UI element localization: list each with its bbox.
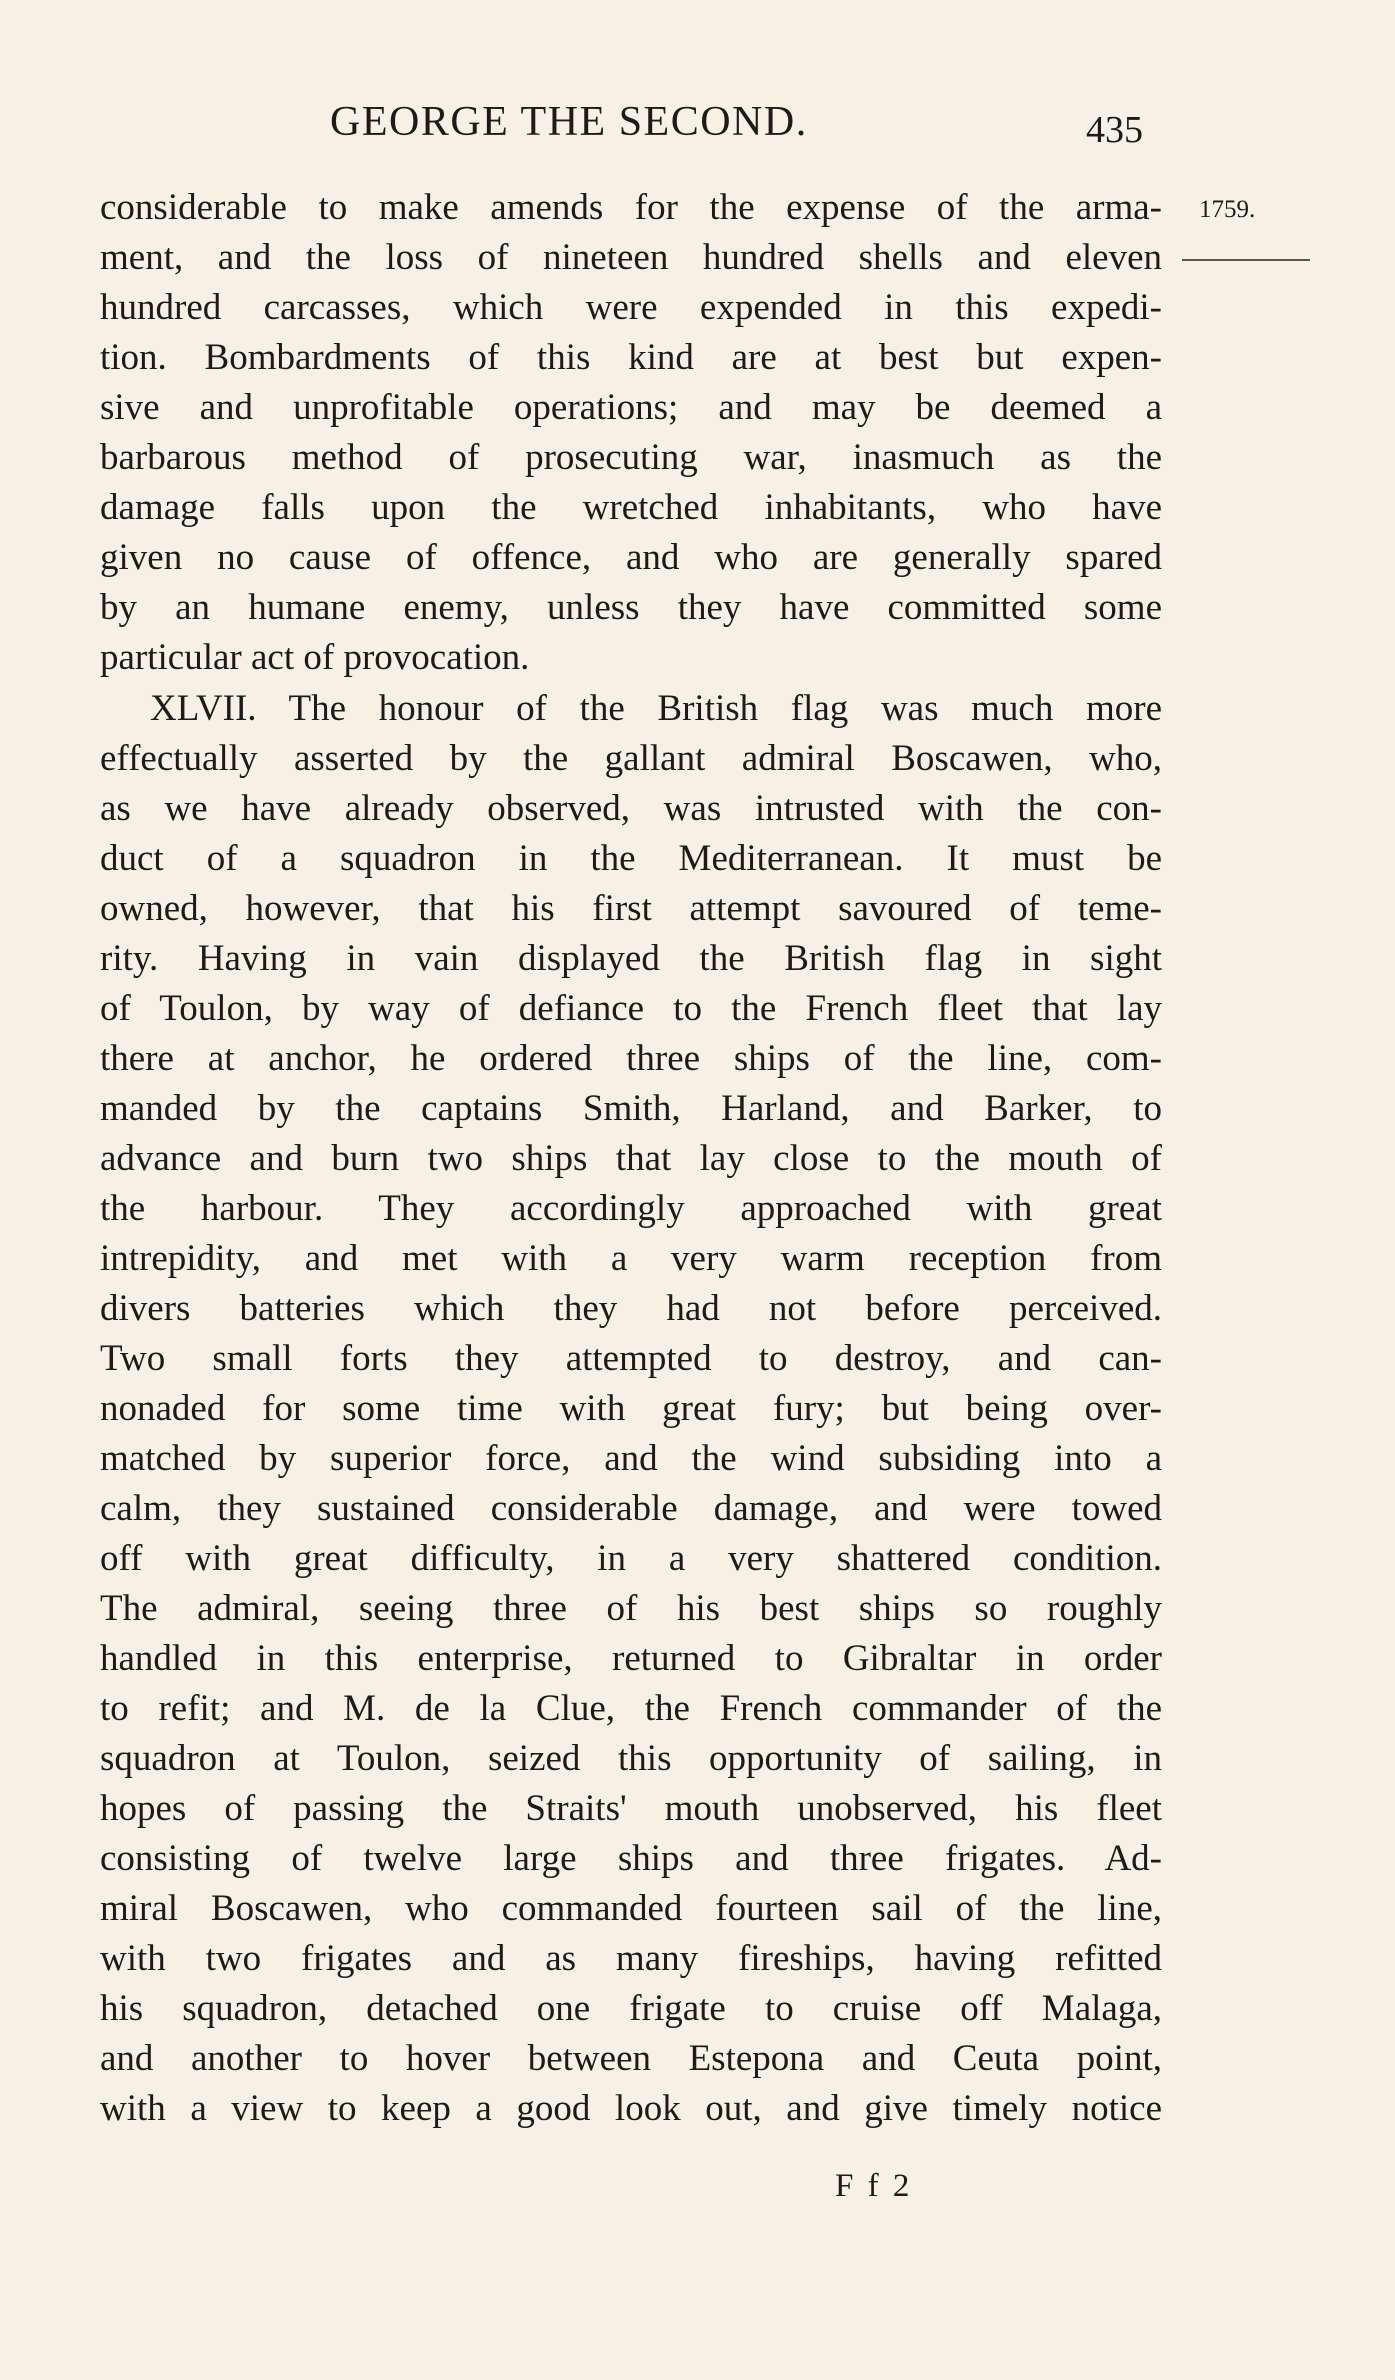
- text-line: owned, however, that his first attempt savoured of teme-: [100, 888, 1162, 929]
- text-line: hundred carcasses, which were expended in this expedi-: [100, 287, 1162, 328]
- text-line: damage falls upon the wretched inhabitants, who have: [100, 487, 1162, 528]
- text-line: The admiral, seeing three of his best ships so roughly: [100, 1588, 1162, 1629]
- text-line: miral Boscawen, who commanded fourteen sail of the line,: [100, 1888, 1162, 1929]
- text-line: duct of a squadron in the Mediterranean. It must be: [100, 838, 1162, 879]
- text-line: calm, they sustained considerable damage, and were towed: [100, 1488, 1162, 1529]
- text-line: manded by the captains Smith, Harland, and Barker, to: [100, 1088, 1162, 1129]
- text-line: consisting of twelve large ships and three frigates. Ad-: [100, 1838, 1162, 1879]
- text-line: ment, and the loss of nineteen hundred shells and eleven: [100, 237, 1162, 278]
- section-heading-line: XLVII. The honour of the British flag was much more: [150, 688, 1162, 729]
- text-line: rity. Having in vain displayed the British flag in sight: [100, 938, 1162, 979]
- text-line: there at anchor, he ordered three ships of the line, com-: [100, 1038, 1162, 1079]
- text-line: sive and unprofitable operations; and may be deemed a: [100, 387, 1162, 428]
- text-line: by an humane enemy, unless they have committed some: [100, 587, 1162, 628]
- text-line: to refit; and M. de la Clue, the French commander of the: [100, 1688, 1162, 1729]
- running-title: GEORGE THE SECOND.: [330, 99, 808, 145]
- text-line: with a view to keep a good look out, and give timely notice: [100, 2088, 1162, 2129]
- printer-signature: F f 2: [835, 2168, 913, 2204]
- text-line: matched by superior force, and the wind subsiding into a: [100, 1438, 1162, 1479]
- text-line: his squadron, detached one frigate to cruise off Malaga,: [100, 1988, 1162, 2029]
- text-line: considerable to make amends for the expense of the arma-: [100, 187, 1162, 228]
- page-number: 435: [1086, 109, 1143, 151]
- text-line: the harbour. They accordingly approached with great: [100, 1188, 1162, 1229]
- margin-year: 1759.: [1199, 196, 1256, 223]
- text-line: with two frigates and as many fireships, having refitted: [100, 1938, 1162, 1979]
- text-line: tion. Bombardments of this kind are at best but expen-: [100, 337, 1162, 378]
- text-line: handled in this enterprise, returned to Gibraltar in order: [100, 1638, 1162, 1679]
- text-line: of Toulon, by way of defiance to the French fleet that lay: [100, 988, 1162, 1029]
- text-line: hopes of passing the Straits' mouth unobserved, his fleet: [100, 1788, 1162, 1829]
- text-line: barbarous method of prosecuting war, inasmuch as the: [100, 437, 1162, 478]
- text-line: off with great difficulty, in a very shattered condition.: [100, 1538, 1162, 1579]
- margin-rule: [1182, 259, 1310, 261]
- text-line: squadron at Toulon, seized this opportunity of sailing, in: [100, 1738, 1162, 1779]
- text-line: advance and burn two ships that lay close to the mouth of: [100, 1138, 1162, 1179]
- text-line: particular act of provocation.: [100, 637, 530, 678]
- text-line: given no cause of offence, and who are generally spared: [100, 537, 1162, 578]
- text-line: intrepidity, and met with a very warm reception from: [100, 1238, 1162, 1279]
- text-line: and another to hover between Estepona and Ceuta point,: [100, 2038, 1162, 2079]
- text-line: as we have already observed, was intrusted with the con-: [100, 788, 1162, 829]
- text-line: nonaded for some time with great fury; but being over-: [100, 1388, 1162, 1429]
- text-line: effectually asserted by the gallant admiral Boscawen, who,: [100, 738, 1162, 779]
- text-line: Two small forts they attempted to destroy, and can-: [100, 1338, 1162, 1379]
- text-line: divers batteries which they had not before perceived.: [100, 1288, 1162, 1329]
